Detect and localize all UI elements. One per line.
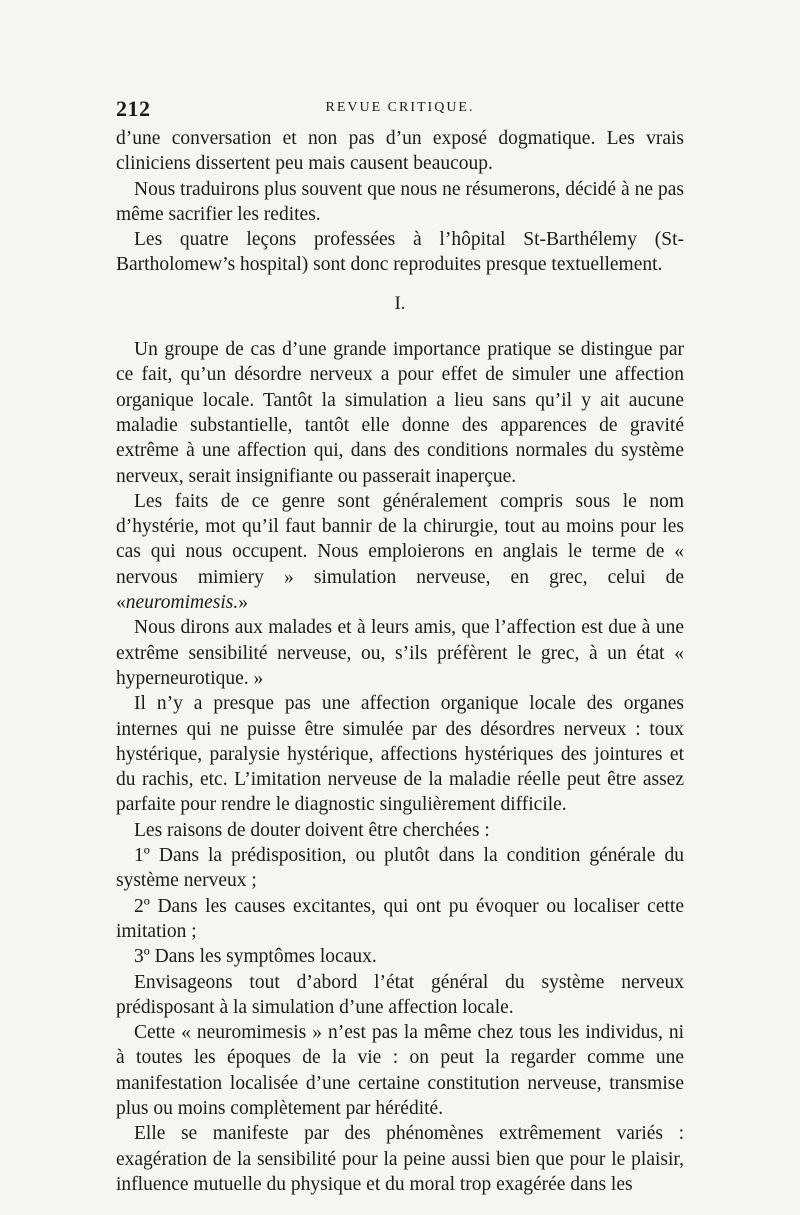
list-item: 1º Dans la prédisposition, ou plutôt dans la condition générale du système nerveux ; [116, 845, 684, 892]
section-heading: I. [394, 292, 406, 314]
paragraph: Les quatre leçons professées à l’hôpital St-Barthélemy (St-Bartholomew’s hospital) sont donc reproduites presque textuellement. [116, 229, 684, 276]
list-item: 3º Dans les symptômes locaux. [134, 946, 377, 968]
page-body [116, 126, 684, 1197]
list-item: 2º Dans les causes excitantes, qui ont pu évoquer ou localiser cette imitation ; [116, 895, 684, 942]
paragraph: Cette « neuromimesis » n’est pas la même chez tous les individus, ni à toutes les époques de la vie : on peut la regarder comme une manifestation localisée d’une certaine constitution nerveuse, transmise plus ou moins complètement par hérédité. [116, 1022, 684, 1119]
page-number: 212 [116, 96, 151, 121]
paragraph: Elle se manifeste par des phénomènes extrêmement variés : exagération de la sensibilité pour la peine aussi bien que pour le plaisir, influence mutuelle du physique et du moral trop exagérée dans les [116, 1123, 684, 1195]
paragraph: Nous dirons aux malades et à leurs amis, que l’affection est due à une extrême sensibilité nerveuse, ou, s’ils préfèrent le grec, à un état « hyperneurotique. » [116, 617, 684, 689]
paragraph-continued: d’une conversation et non pas d’un exposé dogmatique. Les vrais cliniciens dissertent peu mais causent beaucoup. [116, 128, 684, 175]
paragraph: Il n’y a presque pas une affection organique locale des organes internes qui ne puisse être simulée par des désordres nerveux : toux hystérique, paralysie hystérique, affections hystériques des jointures et du rachis, etc. L’imitation nerveuse de la maladie réelle peut être assez parfaite pour rendre le diagnostic singulièrement difficile. [116, 693, 684, 816]
paragraph: Envisageons tout d’abord l’état général du système nerveux prédisposant à la simulation d’une affection locale. [116, 971, 684, 1018]
paragraph: Les raisons de douter doivent être cherchées : [134, 819, 490, 841]
page-header [116, 96, 684, 122]
paragraph-terms-text: Les faits de ce genre sont généralement compris sous le nom d’hystérie, mot qu’il faut bannir de la chirurgie, tout au moins pour les cas qui nous occupent. Nous emploierons en anglais le terme de « nervous mimiery » simulation nerveuse, en grec, celui de « [116, 490, 684, 614]
running-title: REVUE CRITIQUE. [325, 100, 475, 115]
paragraph: Un groupe de cas d’une grande importance pratique se distingue par ce fait, qu’un désordre nerveux a pour effet de simuler une affection organique locale. Tantôt la simulation a lieu sans qu’il y ait aucune maladie substantielle, tantôt elle donne des apparences de gravité extrême à une affection qui, dans des conditions normales du système nerveux, serait insignifiante ou passerait inaperçue. [116, 339, 684, 487]
paragraph-terms-close: » [238, 592, 248, 614]
numbered-list [116, 843, 684, 969]
paragraph-terms [116, 489, 684, 615]
term-neuromimesis: neuromimesis. [125, 592, 239, 614]
paragraph: Nous traduirons plus souvent que nous ne résumerons, décidé à ne pas même sacrifier les redites. [116, 178, 684, 225]
